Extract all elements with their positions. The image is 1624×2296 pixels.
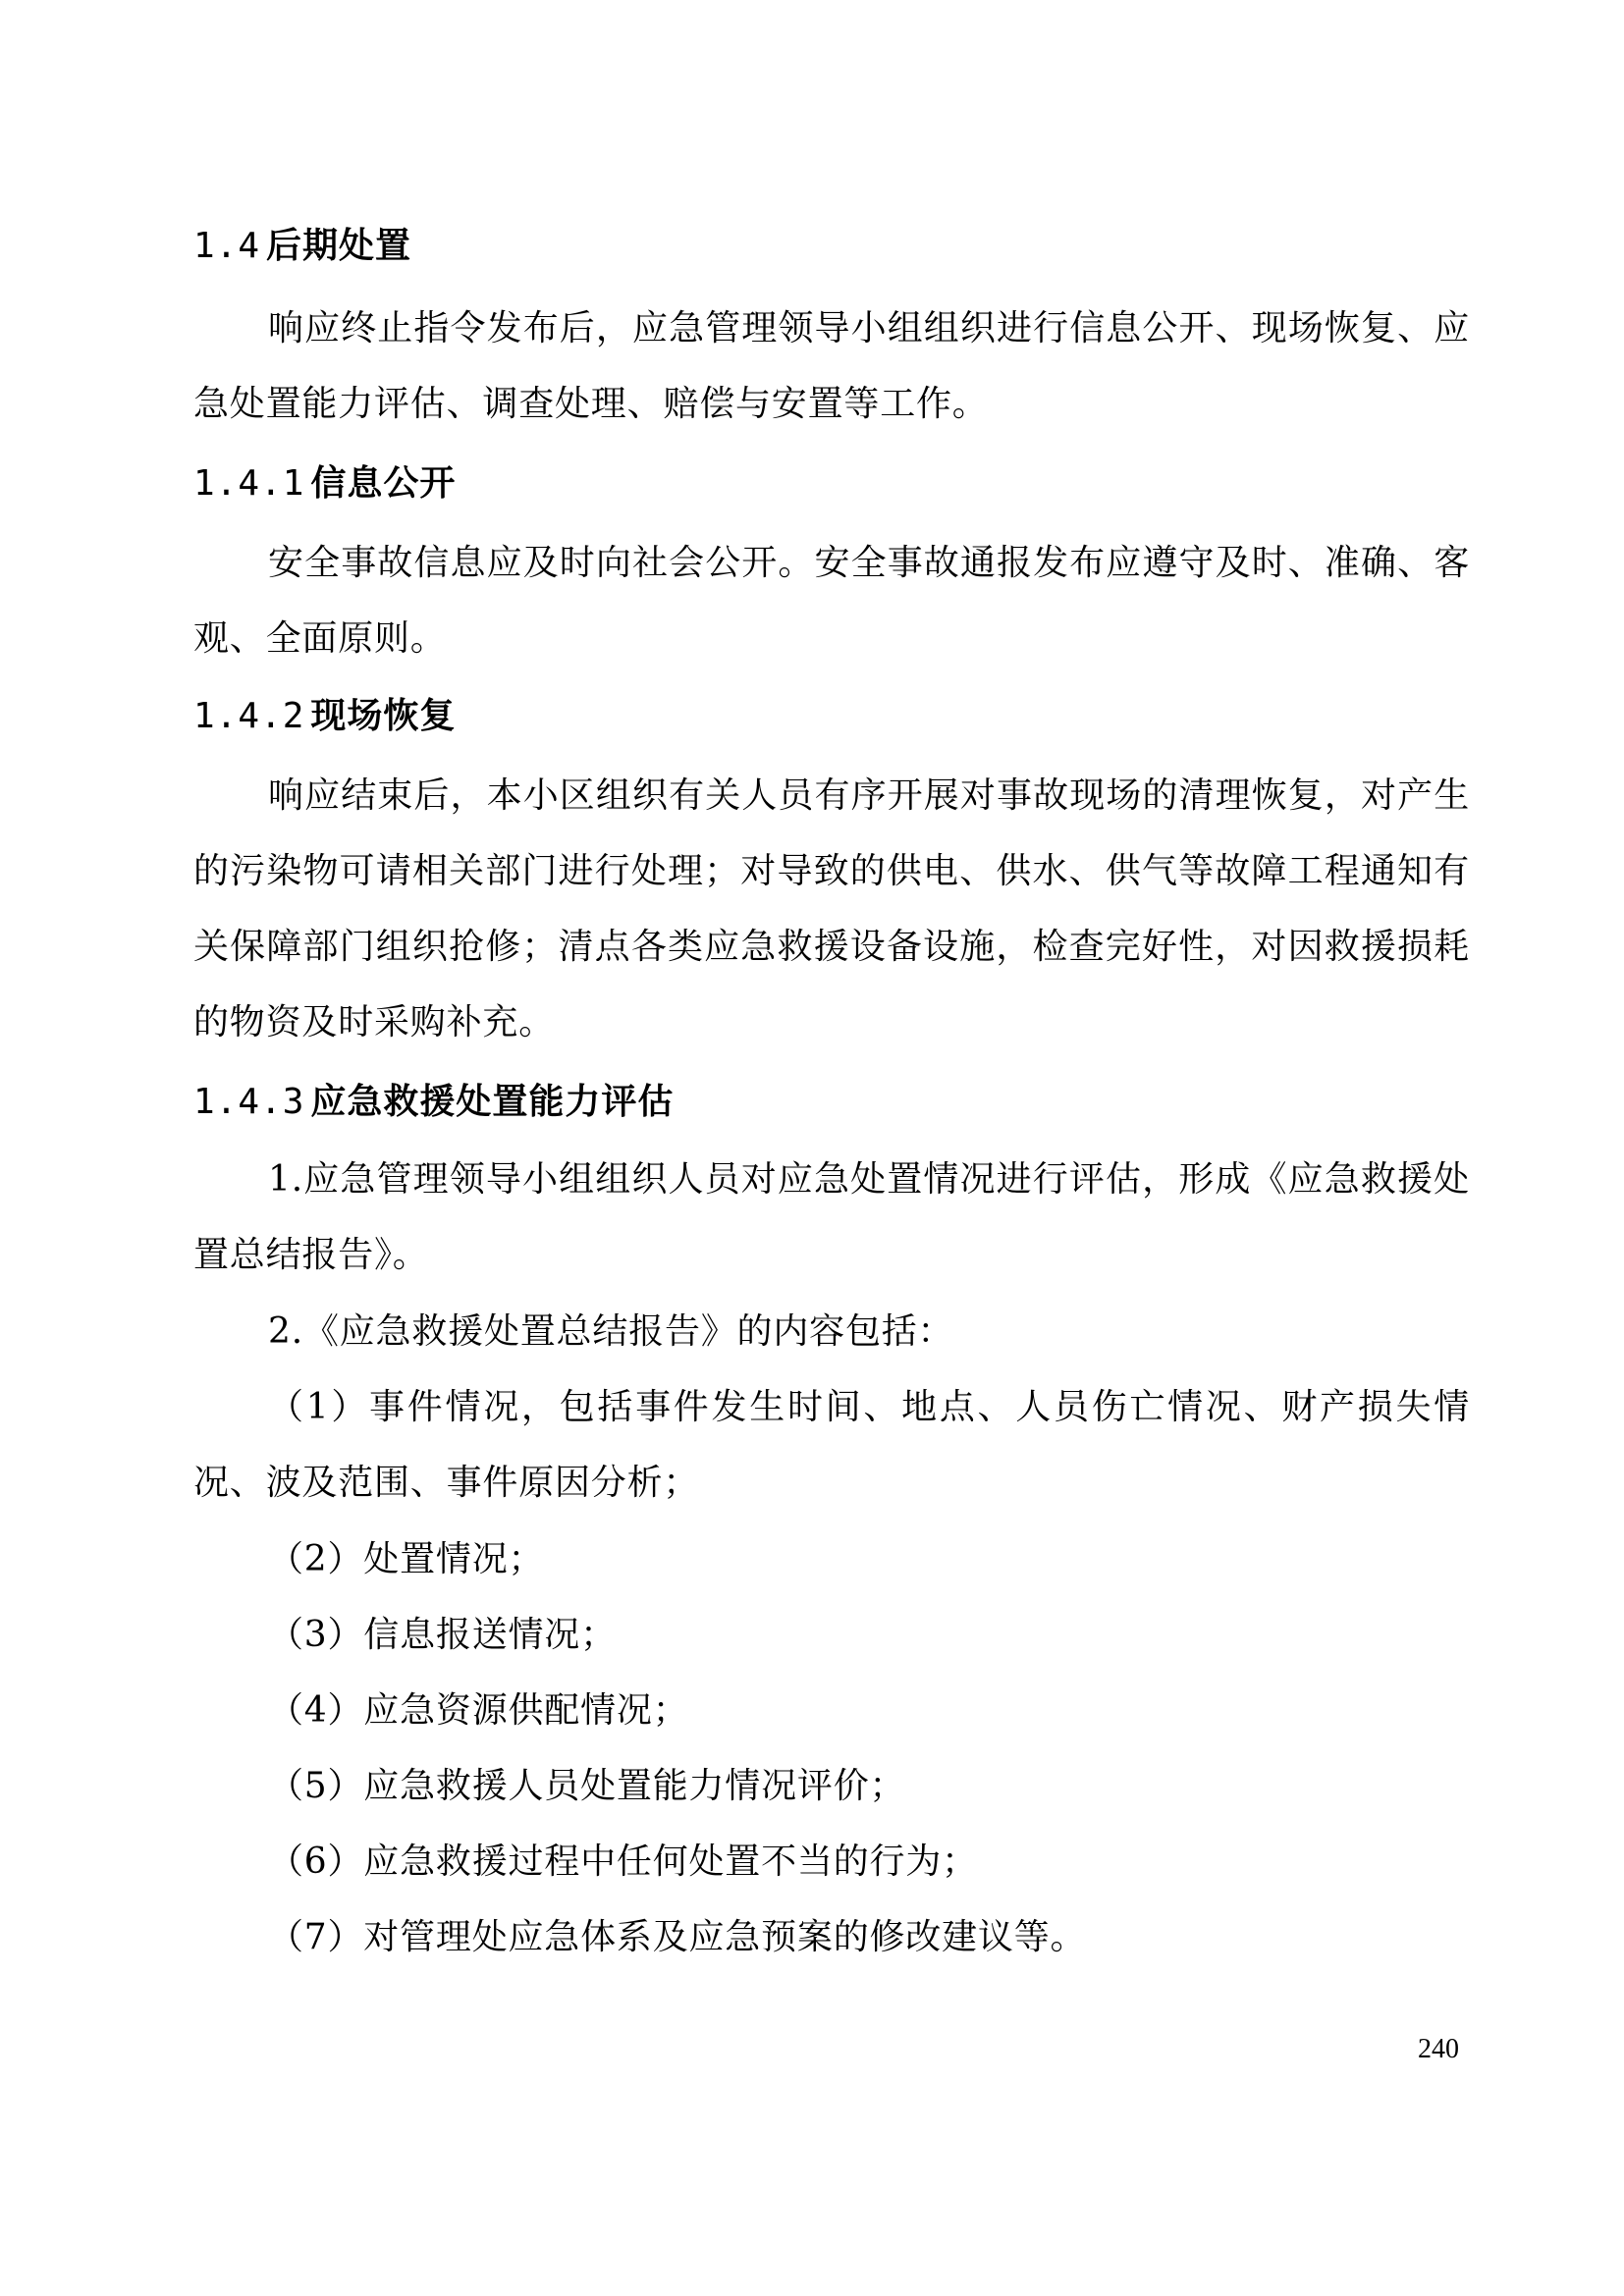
section-number: 1.4.3 [193, 1082, 305, 1122]
list-item-7: （7）对管理处应急体系及应急预案的修改建议等。 [268, 1917, 1087, 1957]
section-number: 1.4.1 [193, 463, 305, 504]
section-title: 应急救援处置能力评估 [310, 1082, 675, 1122]
section-title: 后期处置 [266, 226, 412, 266]
section-title: 信息公开 [310, 463, 457, 504]
paragraph-1-4-2: 响应结束后，本小区组织有关人员有序开展对事故现场的清理恢复，对产生的污染物可请相关部门进行处理；对导致的供电、供水、供气等故障工程通知有关保障部门组织抢修；清点各类应急救援设备设施，检查完好性，对因救援损耗的物资及时采购补充。 [193, 775, 1470, 1042]
list-item-2: （2）处置情况； [268, 1539, 545, 1579]
paragraph-1-4-1: 安全事故信息应及时向社会公开。安全事故通报发布应遵守及时、准确、客观、全面原则。 [193, 543, 1470, 659]
paragraph-1-4: 响应终止指令发布后，应急管理领导小组组织进行信息公开、现场恢复、应急处置能力评估、调查处理、赔偿与安置等工作。 [193, 308, 1470, 424]
list-item-4: （4）应急资源供配情况； [268, 1690, 689, 1731]
page-number: 240 [1418, 2034, 1459, 2064]
section-heading-1-4-3 [193, 1074, 674, 1124]
list-item-6: （6）应急救援过程中任何处置不当的行为； [268, 1842, 978, 1882]
list-item-1: （1）事件情况，包括事件发生时间、地点、人员伤亡情况、财产损失情况、波及范围、事件原因分析； [193, 1387, 1470, 1503]
paragraph-1-4-3-2: 2.《应急救援处置总结报告》的内容包括： [268, 1311, 954, 1352]
section-heading-1-4 [193, 218, 411, 268]
section-title: 现场恢复 [310, 696, 457, 736]
paragraph-1-4-3-1: 1.应急管理领导小组组织人员对应急处置情况进行评估，形成《应急救援处置总结报告》。 [193, 1159, 1470, 1275]
list-item-5: （5）应急救援人员处置能力情况评价； [268, 1766, 906, 1806]
list-item-3: （3）信息报送情况； [268, 1615, 617, 1655]
section-heading-1-4-1 [193, 455, 456, 506]
section-number: 1.4 [193, 226, 261, 266]
section-heading-1-4-2 [193, 688, 456, 738]
section-number: 1.4.2 [193, 696, 305, 736]
